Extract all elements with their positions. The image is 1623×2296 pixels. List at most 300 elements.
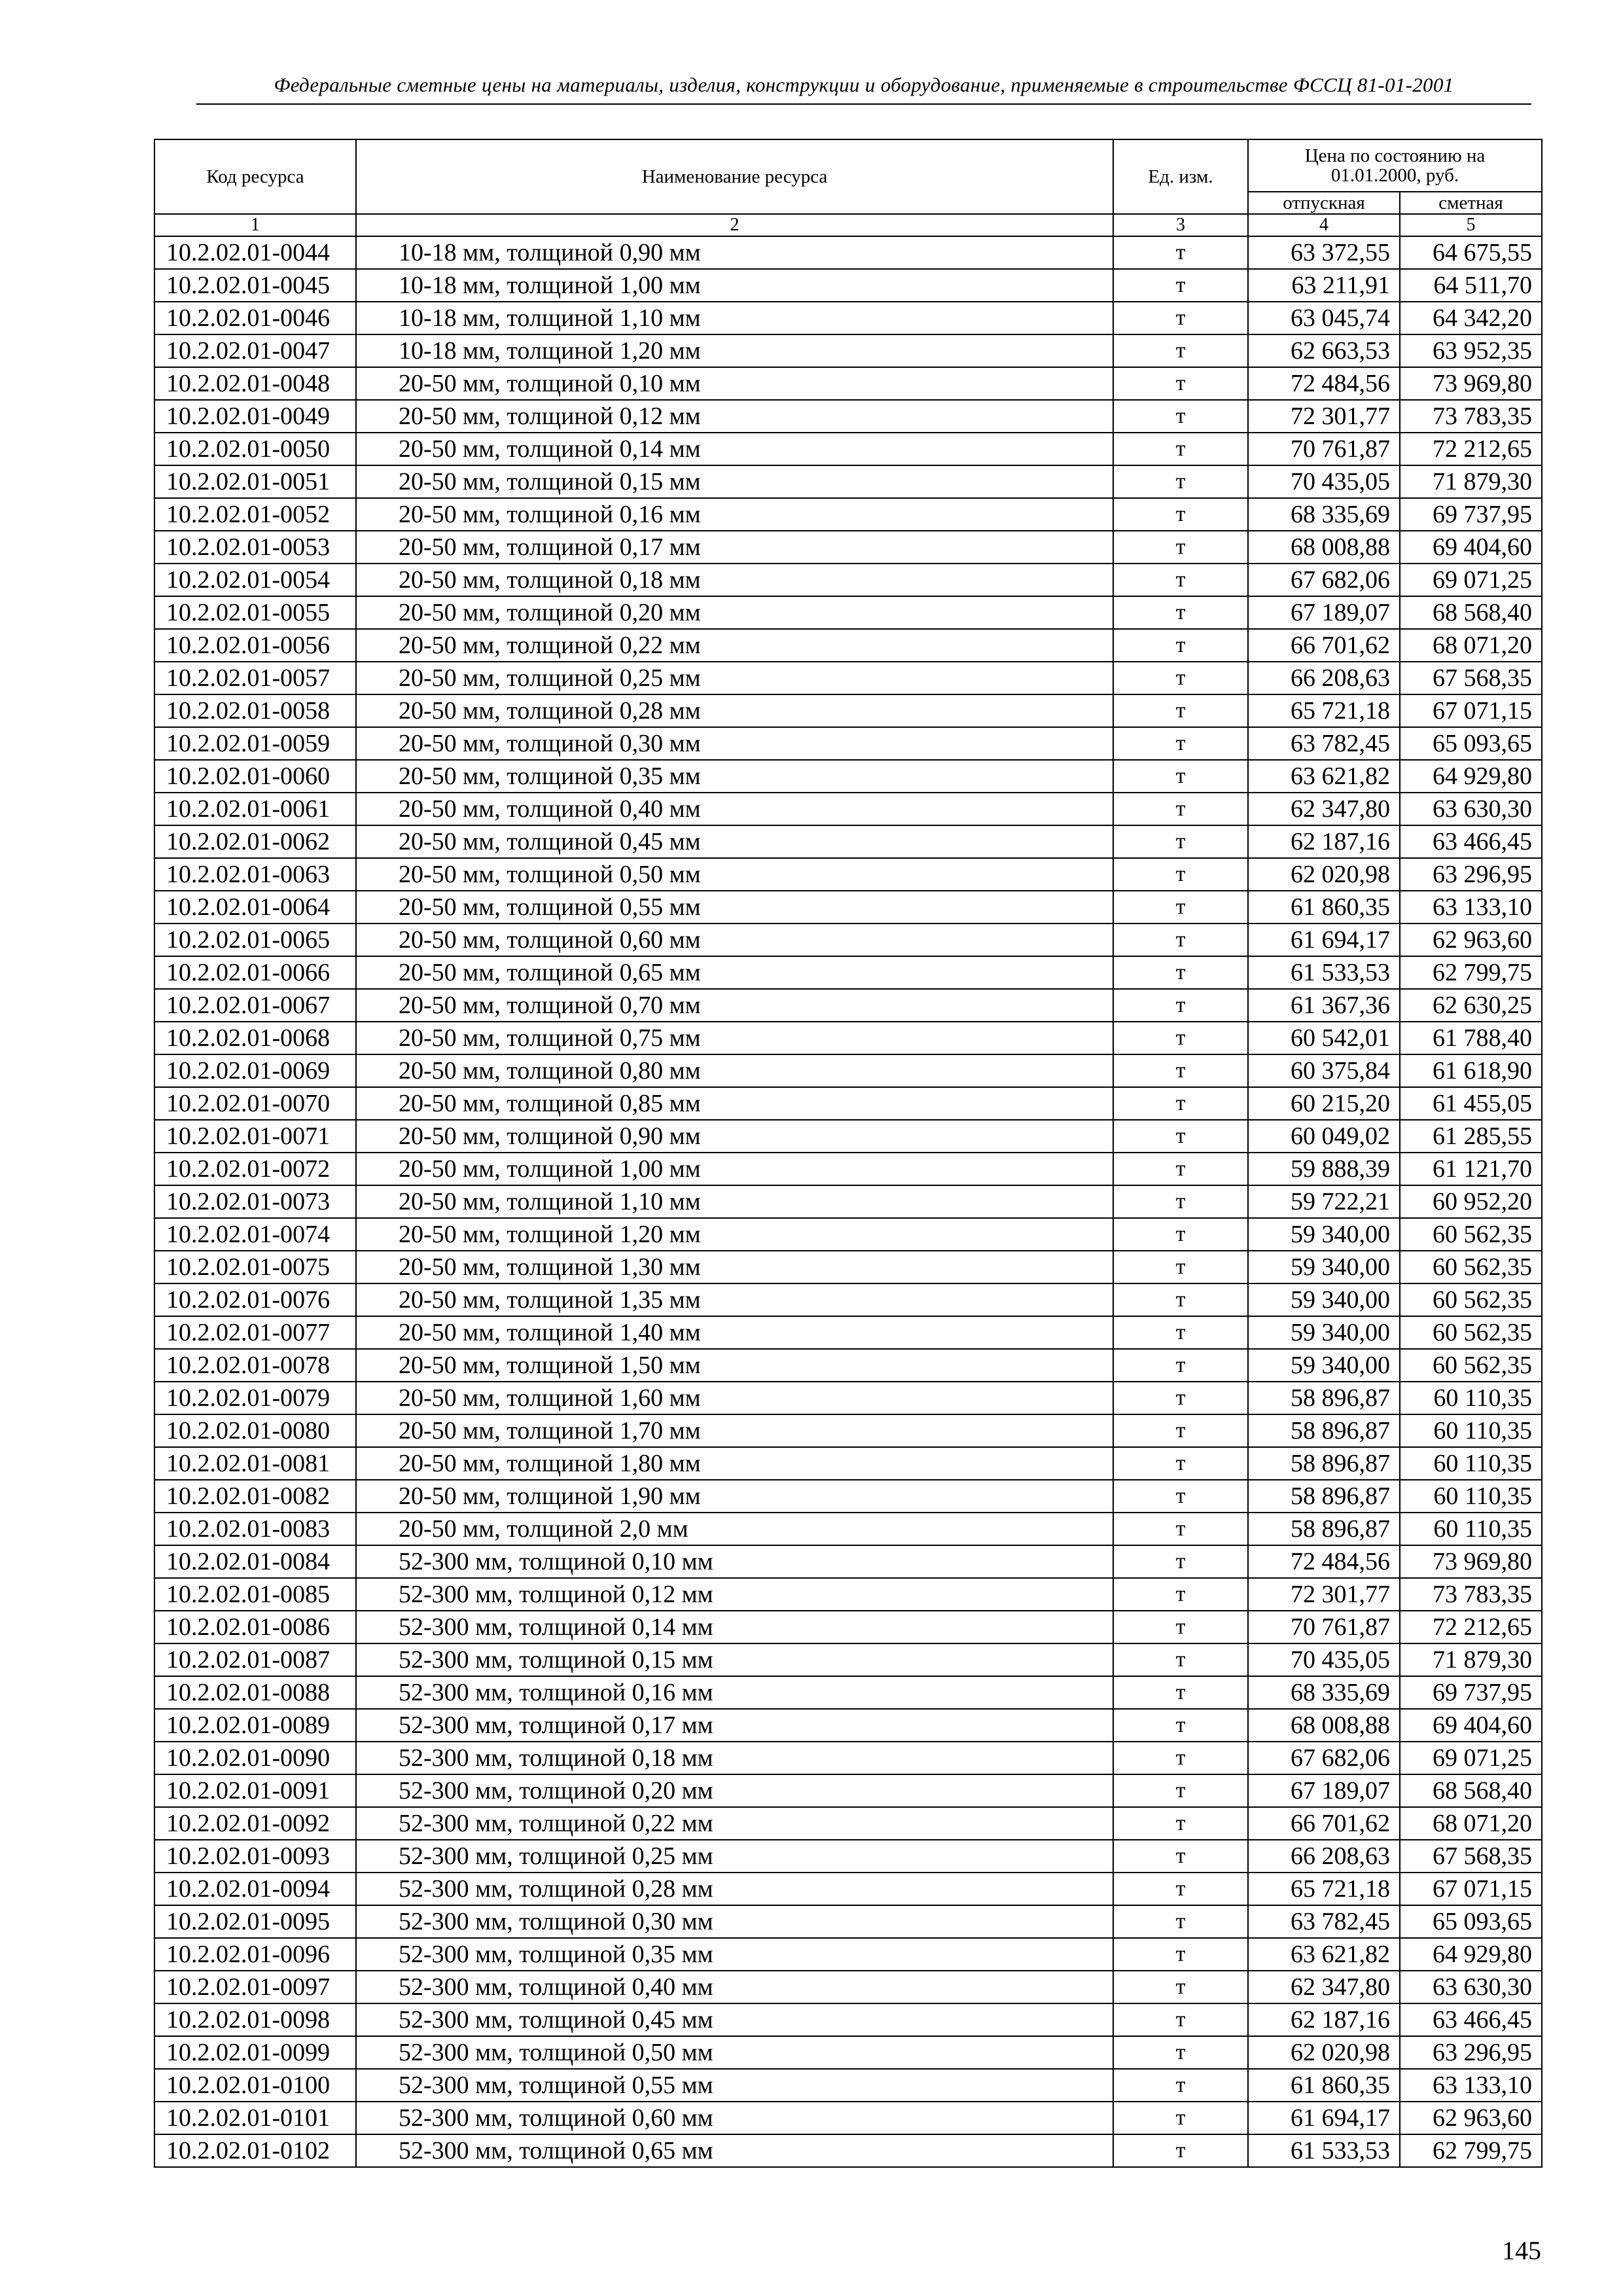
- unit: т: [1113, 2134, 1248, 2167]
- release-price: 59 340,00: [1248, 1283, 1400, 1316]
- resource-code: 10.2.02.01-0089: [154, 1709, 356, 1742]
- unit: т: [1113, 825, 1248, 858]
- resource-code: 10.2.02.01-0097: [154, 1971, 356, 2003]
- release-price: 58 896,87: [1248, 1480, 1400, 1513]
- release-price: 62 347,80: [1248, 793, 1400, 825]
- estimate-price: 69 404,60: [1400, 531, 1542, 564]
- resource-name: 52-300 мм, толщиной 0,12 мм: [356, 1578, 1113, 1611]
- release-price: 66 208,63: [1248, 1840, 1400, 1873]
- unit: т: [1113, 858, 1248, 891]
- resource-code: 10.2.02.01-0049: [154, 400, 356, 433]
- resource-code: 10.2.02.01-0079: [154, 1382, 356, 1414]
- release-price: 58 896,87: [1248, 1382, 1400, 1414]
- release-price: 70 761,87: [1248, 433, 1400, 465]
- resource-name: 20-50 мм, толщиной 0,17 мм: [356, 531, 1113, 564]
- unit: т: [1113, 793, 1248, 825]
- resource-name: 20-50 мм, толщиной 0,50 мм: [356, 858, 1113, 891]
- resource-code: 10.2.02.01-0084: [154, 1545, 356, 1578]
- resource-code: 10.2.02.01-0044: [154, 236, 356, 269]
- unit: т: [1113, 1905, 1248, 1938]
- table-row: [154, 1643, 1542, 1676]
- release-price: 66 701,62: [1248, 1807, 1400, 1840]
- estimate-price: 61 121,70: [1400, 1153, 1542, 1185]
- resource-name: 20-50 мм, толщиной 1,50 мм: [356, 1349, 1113, 1382]
- resource-name: 20-50 мм, толщиной 0,10 мм: [356, 367, 1113, 400]
- resource-code: 10.2.02.01-0062: [154, 825, 356, 858]
- unit: т: [1113, 760, 1248, 793]
- resource-name: 52-300 мм, толщиной 0,45 мм: [356, 2003, 1113, 2036]
- release-price: 62 020,98: [1248, 858, 1400, 891]
- resource-code: 10.2.02.01-0078: [154, 1349, 356, 1382]
- table-row: [154, 596, 1542, 629]
- release-price: 67 189,07: [1248, 596, 1400, 629]
- resource-code: 10.2.02.01-0059: [154, 727, 356, 760]
- table-row: [154, 498, 1542, 531]
- unit: т: [1113, 1873, 1248, 1905]
- release-price: 61 860,35: [1248, 891, 1400, 924]
- estimate-price: 61 285,55: [1400, 1120, 1542, 1153]
- estimate-price: 63 466,45: [1400, 825, 1542, 858]
- resource-name: 52-300 мм, толщиной 0,14 мм: [356, 1611, 1113, 1643]
- resource-name: 20-50 мм, толщиной 0,18 мм: [356, 564, 1113, 596]
- estimate-price: 60 952,20: [1400, 1185, 1542, 1218]
- table-row: [154, 825, 1542, 858]
- release-price: 67 682,06: [1248, 1742, 1400, 1774]
- estimate-price: 67 071,15: [1400, 694, 1542, 727]
- unit: т: [1113, 694, 1248, 727]
- resource-code: 10.2.02.01-0099: [154, 2036, 356, 2069]
- unit: т: [1113, 1938, 1248, 1971]
- resource-name: 20-50 мм, толщиной 1,30 мм: [356, 1251, 1113, 1283]
- resource-name: 20-50 мм, толщиной 0,85 мм: [356, 1087, 1113, 1120]
- unit: т: [1113, 1414, 1248, 1447]
- estimate-price: 68 071,20: [1400, 1807, 1542, 1840]
- release-price: 59 340,00: [1248, 1218, 1400, 1251]
- unit: т: [1113, 1742, 1248, 1774]
- estimate-price: 64 511,70: [1400, 269, 1542, 302]
- resource-code: 10.2.02.01-0076: [154, 1283, 356, 1316]
- release-price: 59 340,00: [1248, 1251, 1400, 1283]
- table-row: [154, 1185, 1542, 1218]
- table-row: [154, 956, 1542, 989]
- estimate-price: 61 618,90: [1400, 1054, 1542, 1087]
- resource-name: 20-50 мм, толщиной 0,70 мм: [356, 989, 1113, 1022]
- resource-code: 10.2.02.01-0072: [154, 1153, 356, 1185]
- unit: т: [1113, 1251, 1248, 1283]
- unit: т: [1113, 1513, 1248, 1545]
- resource-code: 10.2.02.01-0045: [154, 269, 356, 302]
- unit: т: [1113, 531, 1248, 564]
- unit: т: [1113, 1578, 1248, 1611]
- table-row: [154, 793, 1542, 825]
- estimate-price: 60 562,35: [1400, 1349, 1542, 1382]
- estimate-price: 63 296,95: [1400, 858, 1542, 891]
- release-price: 58 896,87: [1248, 1447, 1400, 1480]
- unit: т: [1113, 1774, 1248, 1807]
- unit: т: [1113, 924, 1248, 956]
- release-price: 72 301,77: [1248, 400, 1400, 433]
- resource-code: 10.2.02.01-0067: [154, 989, 356, 1022]
- table-row: [154, 1480, 1542, 1513]
- resource-code: 10.2.02.01-0065: [154, 924, 356, 956]
- table-row: [154, 1153, 1542, 1185]
- resource-code: 10.2.02.01-0068: [154, 1022, 356, 1054]
- resource-code: 10.2.02.01-0071: [154, 1120, 356, 1153]
- price-table: [154, 139, 1543, 2168]
- resource-code: 10.2.02.01-0066: [154, 956, 356, 989]
- release-price: 61 533,53: [1248, 2134, 1400, 2167]
- table-body: [154, 236, 1542, 2167]
- resource-code: 10.2.02.01-0053: [154, 531, 356, 564]
- release-price: 72 484,56: [1248, 367, 1400, 400]
- resource-name: 52-300 мм, толщиной 0,30 мм: [356, 1905, 1113, 1938]
- resource-code: 10.2.02.01-0085: [154, 1578, 356, 1611]
- resource-name: 52-300 мм, толщиной 0,28 мм: [356, 1873, 1113, 1905]
- table-row: [154, 1513, 1542, 1545]
- table-row: [154, 1709, 1542, 1742]
- table-row: [154, 662, 1542, 694]
- unit: т: [1113, 1807, 1248, 1840]
- resource-code: 10.2.02.01-0050: [154, 433, 356, 465]
- table-row: [154, 891, 1542, 924]
- estimate-price: 67 071,15: [1400, 1873, 1542, 1905]
- release-price: 61 694,17: [1248, 924, 1400, 956]
- table-row: [154, 236, 1542, 269]
- resource-code: 10.2.02.01-0087: [154, 1643, 356, 1676]
- estimate-price: 62 963,60: [1400, 924, 1542, 956]
- column-number-row: [154, 214, 1542, 236]
- resource-name: 20-50 мм, толщиной 0,40 мм: [356, 793, 1113, 825]
- estimate-price: 73 969,80: [1400, 1545, 1542, 1578]
- table-row: [154, 1349, 1542, 1382]
- table-row: [154, 1447, 1542, 1480]
- estimate-price: 71 879,30: [1400, 1643, 1542, 1676]
- table-row: [154, 302, 1542, 334]
- release-price: 61 860,35: [1248, 2069, 1400, 2102]
- estimate-price: 67 568,35: [1400, 1840, 1542, 1873]
- estimate-price: 64 342,20: [1400, 302, 1542, 334]
- estimate-price: 73 783,35: [1400, 400, 1542, 433]
- release-price: 58 896,87: [1248, 1513, 1400, 1545]
- estimate-price: 60 110,35: [1400, 1480, 1542, 1513]
- resource-name: 20-50 мм, толщиной 1,35 мм: [356, 1283, 1113, 1316]
- resource-code: 10.2.02.01-0056: [154, 629, 356, 662]
- table-row: [154, 989, 1542, 1022]
- table-row: [154, 334, 1542, 367]
- table-row: [154, 531, 1542, 564]
- table-row: [154, 2069, 1542, 2102]
- table-row: [154, 1283, 1542, 1316]
- release-price: 62 347,80: [1248, 1971, 1400, 2003]
- estimate-price: 68 568,40: [1400, 1774, 1542, 1807]
- estimate-price: 63 952,35: [1400, 334, 1542, 367]
- page-number: 145: [1502, 2236, 1541, 2265]
- table-row: [154, 760, 1542, 793]
- estimate-price: 62 963,60: [1400, 2102, 1542, 2134]
- resource-code: 10.2.02.01-0102: [154, 2134, 356, 2167]
- estimate-price: 67 568,35: [1400, 662, 1542, 694]
- release-price: 59 340,00: [1248, 1316, 1400, 1349]
- release-price: 70 435,05: [1248, 465, 1400, 498]
- column-number: 2: [356, 214, 1113, 236]
- unit: т: [1113, 433, 1248, 465]
- estimate-price: 63 466,45: [1400, 2003, 1542, 2036]
- header-release-price: отпускная: [1248, 192, 1400, 214]
- release-price: 68 335,69: [1248, 498, 1400, 531]
- estimate-price: 68 071,20: [1400, 629, 1542, 662]
- resource-name: 20-50 мм, толщиной 1,90 мм: [356, 1480, 1113, 1513]
- table-header: [154, 139, 1542, 236]
- unit: т: [1113, 1676, 1248, 1709]
- resource-name: 20-50 мм, толщиной 0,35 мм: [356, 760, 1113, 793]
- estimate-price: 73 783,35: [1400, 1578, 1542, 1611]
- table-row: [154, 629, 1542, 662]
- column-number: 1: [154, 214, 356, 236]
- release-price: 63 372,55: [1248, 236, 1400, 269]
- resource-name: 20-50 мм, толщиной 1,20 мм: [356, 1218, 1113, 1251]
- resource-code: 10.2.02.01-0048: [154, 367, 356, 400]
- resource-code: 10.2.02.01-0096: [154, 1938, 356, 1971]
- unit: т: [1113, 1283, 1248, 1316]
- release-price: 63 045,74: [1248, 302, 1400, 334]
- table-row: [154, 1807, 1542, 1840]
- estimate-price: 69 404,60: [1400, 1709, 1542, 1742]
- estimate-price: 72 212,65: [1400, 433, 1542, 465]
- resource-name: 52-300 мм, толщиной 0,65 мм: [356, 2134, 1113, 2167]
- resource-name: 20-50 мм, толщиной 0,12 мм: [356, 400, 1113, 433]
- release-price: 62 020,98: [1248, 2036, 1400, 2069]
- release-price: 62 187,16: [1248, 825, 1400, 858]
- estimate-price: 60 110,35: [1400, 1382, 1542, 1414]
- unit: т: [1113, 1643, 1248, 1676]
- table-row: [154, 694, 1542, 727]
- resource-name: 20-50 мм, толщиной 0,45 мм: [356, 825, 1113, 858]
- unit: т: [1113, 465, 1248, 498]
- estimate-price: 73 969,80: [1400, 367, 1542, 400]
- release-price: 63 621,82: [1248, 760, 1400, 793]
- table-row: [154, 727, 1542, 760]
- table-row: [154, 1938, 1542, 1971]
- release-price: 70 761,87: [1248, 1611, 1400, 1643]
- unit: т: [1113, 1120, 1248, 1153]
- resource-name: 20-50 мм, толщиной 1,60 мм: [356, 1382, 1113, 1414]
- resource-name: 52-300 мм, толщиной 0,35 мм: [356, 1938, 1113, 1971]
- resource-code: 10.2.02.01-0069: [154, 1054, 356, 1087]
- resource-code: 10.2.02.01-0052: [154, 498, 356, 531]
- estimate-price: 63 133,10: [1400, 891, 1542, 924]
- resource-name: 52-300 мм, толщиной 0,16 мм: [356, 1676, 1113, 1709]
- resource-code: 10.2.02.01-0086: [154, 1611, 356, 1643]
- resource-code: 10.2.02.01-0070: [154, 1087, 356, 1120]
- release-price: 67 189,07: [1248, 1774, 1400, 1807]
- resource-name: 20-50 мм, толщиной 0,20 мм: [356, 596, 1113, 629]
- release-price: 60 375,84: [1248, 1054, 1400, 1087]
- release-price: 63 782,45: [1248, 1905, 1400, 1938]
- resource-code: 10.2.02.01-0088: [154, 1676, 356, 1709]
- resource-code: 10.2.02.01-0054: [154, 564, 356, 596]
- resource-code: 10.2.02.01-0073: [154, 1185, 356, 1218]
- unit: т: [1113, 2003, 1248, 2036]
- resource-code: 10.2.02.01-0094: [154, 1873, 356, 1905]
- release-price: 65 721,18: [1248, 694, 1400, 727]
- table-row: [154, 1971, 1542, 2003]
- resource-code: 10.2.02.01-0080: [154, 1414, 356, 1447]
- estimate-price: 69 071,25: [1400, 564, 1542, 596]
- resource-name: 10-18 мм, толщиной 0,90 мм: [356, 236, 1113, 269]
- resource-name: 10-18 мм, толщиной 1,10 мм: [356, 302, 1113, 334]
- resource-name: 52-300 мм, толщиной 0,10 мм: [356, 1545, 1113, 1578]
- unit: т: [1113, 2102, 1248, 2134]
- unit: т: [1113, 891, 1248, 924]
- estimate-price: 69 737,95: [1400, 1676, 1542, 1709]
- resource-name: 20-50 мм, толщиной 0,22 мм: [356, 629, 1113, 662]
- unit: т: [1113, 2036, 1248, 2069]
- table-row: [154, 1873, 1542, 1905]
- table-row: [154, 400, 1542, 433]
- resource-code: 10.2.02.01-0081: [154, 1447, 356, 1480]
- release-price: 60 542,01: [1248, 1022, 1400, 1054]
- unit: т: [1113, 1447, 1248, 1480]
- table-row: [154, 2134, 1542, 2167]
- resource-name: 20-50 мм, толщиной 1,70 мм: [356, 1414, 1113, 1447]
- estimate-price: 60 110,35: [1400, 1447, 1542, 1480]
- unit: т: [1113, 1316, 1248, 1349]
- resource-name: 52-300 мм, толщиной 0,55 мм: [356, 2069, 1113, 2102]
- resource-name: 52-300 мм, толщиной 0,18 мм: [356, 1742, 1113, 1774]
- table-row: [154, 1611, 1542, 1643]
- resource-name: 52-300 мм, толщиной 0,25 мм: [356, 1840, 1113, 1873]
- column-number: 3: [1113, 214, 1248, 236]
- resource-code: 10.2.02.01-0075: [154, 1251, 356, 1283]
- unit: т: [1113, 989, 1248, 1022]
- release-price: 72 301,77: [1248, 1578, 1400, 1611]
- release-price: 66 208,63: [1248, 662, 1400, 694]
- header-unit: Ед. изм.: [1113, 139, 1248, 214]
- unit: т: [1113, 400, 1248, 433]
- resource-name: 52-300 мм, толщиной 0,22 мм: [356, 1807, 1113, 1840]
- estimate-price: 65 093,65: [1400, 1905, 1542, 1938]
- unit: т: [1113, 498, 1248, 531]
- resource-name: 20-50 мм, толщиной 0,15 мм: [356, 465, 1113, 498]
- release-price: 65 721,18: [1248, 1873, 1400, 1905]
- unit: т: [1113, 564, 1248, 596]
- resource-code: 10.2.02.01-0092: [154, 1807, 356, 1840]
- unit: т: [1113, 1185, 1248, 1218]
- table-row: [154, 1382, 1542, 1414]
- unit: т: [1113, 596, 1248, 629]
- release-price: 67 682,06: [1248, 564, 1400, 596]
- table-row: [154, 2003, 1542, 2036]
- resource-code: 10.2.02.01-0082: [154, 1480, 356, 1513]
- column-number: 4: [1248, 214, 1400, 236]
- release-price: 60 049,02: [1248, 1120, 1400, 1153]
- resource-code: 10.2.02.01-0077: [154, 1316, 356, 1349]
- resource-code: 10.2.02.01-0060: [154, 760, 356, 793]
- resource-code: 10.2.02.01-0090: [154, 1742, 356, 1774]
- unit: т: [1113, 1022, 1248, 1054]
- resource-name: 20-50 мм, толщиной 0,14 мм: [356, 433, 1113, 465]
- release-price: 63 621,82: [1248, 1938, 1400, 1971]
- resource-code: 10.2.02.01-0095: [154, 1905, 356, 1938]
- estimate-price: 60 562,35: [1400, 1283, 1542, 1316]
- table-row: [154, 1414, 1542, 1447]
- estimate-price: 62 630,25: [1400, 989, 1542, 1022]
- unit: т: [1113, 1153, 1248, 1185]
- unit: т: [1113, 956, 1248, 989]
- release-price: 68 008,88: [1248, 531, 1400, 564]
- resource-code: 10.2.02.01-0058: [154, 694, 356, 727]
- table-row: [154, 2102, 1542, 2134]
- release-price: 60 215,20: [1248, 1087, 1400, 1120]
- resource-code: 10.2.02.01-0055: [154, 596, 356, 629]
- release-price: 63 782,45: [1248, 727, 1400, 760]
- resource-code: 10.2.02.01-0063: [154, 858, 356, 891]
- unit: т: [1113, 302, 1248, 334]
- resource-name: 52-300 мм, толщиной 0,60 мм: [356, 2102, 1113, 2134]
- unit: т: [1113, 367, 1248, 400]
- estimate-price: 68 568,40: [1400, 596, 1542, 629]
- estimate-price: 62 799,75: [1400, 956, 1542, 989]
- resource-name: 20-50 мм, толщиной 1,00 мм: [356, 1153, 1113, 1185]
- estimate-price: 60 562,35: [1400, 1316, 1542, 1349]
- resource-code: 10.2.02.01-0064: [154, 891, 356, 924]
- resource-name: 20-50 мм, толщиной 1,10 мм: [356, 1185, 1113, 1218]
- unit: т: [1113, 662, 1248, 694]
- unit: т: [1113, 1611, 1248, 1643]
- resource-name: 20-50 мм, толщиной 0,90 мм: [356, 1120, 1113, 1153]
- estimate-price: 72 212,65: [1400, 1611, 1542, 1643]
- estimate-price: 63 296,95: [1400, 2036, 1542, 2069]
- resource-name: 52-300 мм, толщиной 0,20 мм: [356, 1774, 1113, 1807]
- release-price: 62 187,16: [1248, 2003, 1400, 2036]
- resource-code: 10.2.02.01-0101: [154, 2102, 356, 2134]
- table-row: [154, 1742, 1542, 1774]
- resource-code: 10.2.02.01-0091: [154, 1774, 356, 1807]
- release-price: 72 484,56: [1248, 1545, 1400, 1578]
- resource-code: 10.2.02.01-0057: [154, 662, 356, 694]
- table-row: [154, 1120, 1542, 1153]
- unit: т: [1113, 269, 1248, 302]
- unit: т: [1113, 1971, 1248, 2003]
- estimate-price: 61 788,40: [1400, 1022, 1542, 1054]
- resource-code: 10.2.02.01-0047: [154, 334, 356, 367]
- estimate-price: 64 929,80: [1400, 760, 1542, 793]
- header-code: Код ресурса: [154, 139, 356, 214]
- estimate-price: 63 630,30: [1400, 793, 1542, 825]
- unit: т: [1113, 1545, 1248, 1578]
- unit: т: [1113, 1087, 1248, 1120]
- release-price: 68 008,88: [1248, 1709, 1400, 1742]
- table-row: [154, 1578, 1542, 1611]
- release-price: 58 896,87: [1248, 1414, 1400, 1447]
- table-row: [154, 1545, 1542, 1578]
- header-estimate-price: сметная: [1400, 192, 1542, 214]
- resource-name: 10-18 мм, толщиной 1,00 мм: [356, 269, 1113, 302]
- resource-name: 52-300 мм, толщиной 0,40 мм: [356, 1971, 1113, 2003]
- release-price: 68 335,69: [1248, 1676, 1400, 1709]
- unit: т: [1113, 2069, 1248, 2102]
- release-price: 61 533,53: [1248, 956, 1400, 989]
- release-price: 59 340,00: [1248, 1349, 1400, 1382]
- column-number: 5: [1400, 214, 1542, 236]
- release-price: 59 888,39: [1248, 1153, 1400, 1185]
- estimate-price: 65 093,65: [1400, 727, 1542, 760]
- unit: т: [1113, 727, 1248, 760]
- table-row: [154, 1774, 1542, 1807]
- table-row: [154, 1022, 1542, 1054]
- table-row: [154, 1087, 1542, 1120]
- table-row: [154, 2036, 1542, 2069]
